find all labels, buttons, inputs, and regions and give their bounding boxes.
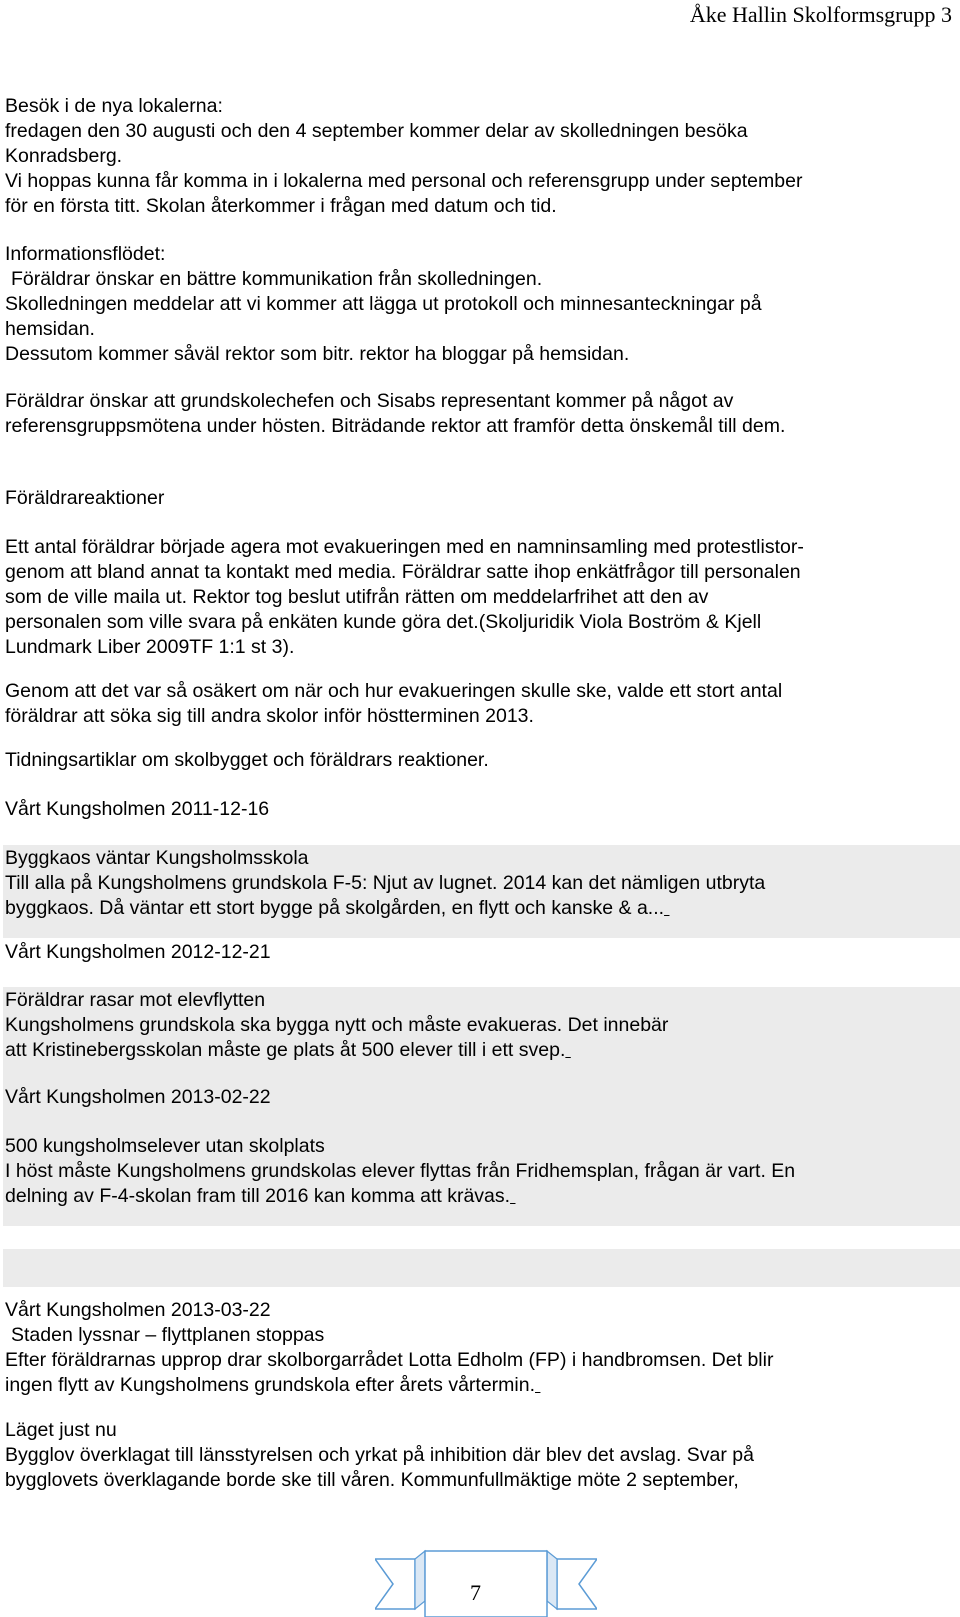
article-link[interactable] xyxy=(535,1374,540,1396)
reactions-paragraph-2 xyxy=(5,679,945,729)
info-heading: Informationsflödet: xyxy=(5,243,166,265)
page-header: Åke Hallin Skolformsgrupp 3 xyxy=(689,2,952,27)
article-link[interactable] xyxy=(565,1039,570,1061)
article-text[interactable]: byggkaos. Då väntar ett stort bygge på skolgården, en flytt och kanske & a... xyxy=(5,896,945,921)
article-text[interactable]: att Kristinebergsskolan måste ge plats åt 500 elever till i ett svep. xyxy=(5,1038,945,1063)
article-title: Byggkaos väntar Kungsholmsskola xyxy=(5,847,309,869)
article-text: Efter föräldrarnas upprop drar skolborgarrådet Lotta Edholm (FP) i handbromsen. Det blir xyxy=(5,1349,774,1371)
visit-section xyxy=(5,94,945,219)
visit-line: fredagen den 30 augusti och den 4 september kommer delar av skolledningen besöka xyxy=(5,120,748,142)
article-source: Vårt Kungsholmen 2013-02-22 xyxy=(5,1086,271,1108)
paragraph-line: personalen som ville svara på enkäten kunde göra det.(Skoljuridik Viola Boström & Kjell xyxy=(5,611,762,633)
info-line: Föräldrar önskar en bättre kommunikation från skolledningen. xyxy=(11,268,543,290)
article-text: Till alla på Kungsholmens grundskola F-5: Njut av lugnet. 2014 kan det nämligen utbryta xyxy=(5,872,766,894)
article-source: Vårt Kungsholmen 2012-12-21 xyxy=(5,941,271,963)
page-number-badge-icon xyxy=(375,1549,597,1617)
empty-shaded-row xyxy=(3,1249,960,1287)
article-text[interactable]: ingen flytt av Kungsholmens grundskola efter årets vårtermin. xyxy=(5,1373,945,1398)
article-1 xyxy=(5,846,945,921)
visit-line: Vi hoppas kunna får komma in i lokalerna med personal och referensgrupp under september xyxy=(5,170,803,192)
paragraph-line: Ett antal föräldrar började agera mot evakueringen med en namninsamling med protestlistor- xyxy=(5,536,804,558)
article-3 xyxy=(5,1134,945,1209)
reactions-paragraph-1 xyxy=(5,535,945,660)
article-text[interactable]: delning av F-4-skolan fram till 2016 kan komma att krävas. xyxy=(5,1184,945,1209)
page-number: 7 xyxy=(470,1580,481,1605)
article-link[interactable] xyxy=(510,1185,515,1207)
article-title: Staden lyssnar – flyttplanen stoppas xyxy=(11,1324,325,1346)
article-link[interactable] xyxy=(664,897,669,919)
visit-line: Konradsberg. xyxy=(5,145,123,167)
info-line: Skolledningen meddelar att vi kommer att lägga ut protokoll och minnesanteckningar på xyxy=(5,293,762,315)
paragraph-line: föräldrar att söka sig till andra skolor inför höstterminen 2013. xyxy=(5,705,534,727)
request-line: Föräldrar önskar att grundskolechefen och Sisabs representant kommer på något av xyxy=(5,390,734,412)
articles-intro: Tidningsartiklar om skolbygget och föräldrars reaktioner. xyxy=(5,749,489,771)
article-text: I höst måste Kungsholmens grundskolas elever flyttas från Fridhemsplan, frågan är vart. En xyxy=(5,1160,796,1182)
paragraph-line: som de ville maila ut. Rektor tog beslut utifrån rätten om meddelarfrihet att den av xyxy=(5,586,709,608)
paragraph-line: Lundmark Liber 2009TF 1:1 st 3). xyxy=(5,636,295,658)
visit-heading: Besök i de nya lokalerna: xyxy=(5,95,223,117)
info-line: Dessutom kommer såväl rektor som bitr. rektor ha bloggar på hemsidan. xyxy=(5,343,630,365)
info-line: hemsidan. xyxy=(5,318,95,340)
status-line: Bygglov överklagat till länsstyrelsen och yrkat på inhibition där blev det avslag. Svar på xyxy=(5,1444,754,1466)
info-section xyxy=(5,242,945,367)
paragraph-line: Genom att det var så osäkert om när och hur evakueringen skulle ske, valde ett stort antal xyxy=(5,680,783,702)
article-title: Föräldrar rasar mot elevflytten xyxy=(5,989,266,1011)
request-section xyxy=(5,389,945,439)
article-title: 500 kungsholmselever utan skolplats xyxy=(5,1135,325,1157)
article-source: Vårt Kungsholmen 2011-12-16 xyxy=(5,798,270,820)
reactions-heading: Föräldrareaktioner xyxy=(5,487,165,509)
article-source: Vårt Kungsholmen 2013-03-22 xyxy=(5,1299,271,1321)
paragraph-line: genom att bland annat ta kontakt med media. Föräldrar satte ihop enkätfrågor till personalen xyxy=(5,561,801,583)
status-line: bygglovets överklagande borde ske till våren. Kommunfullmäktige möte 2 september, xyxy=(5,1469,739,1491)
article-2 xyxy=(5,988,945,1063)
status-section xyxy=(5,1418,945,1493)
visit-line: för en första titt. Skolan återkommer i frågan med datum och tid. xyxy=(5,195,557,217)
article-4 xyxy=(5,1298,945,1398)
status-heading: Läget just nu xyxy=(5,1419,117,1441)
request-line: referensgruppsmötena under hösten. Biträdande rektor att framför detta önskemål till dem. xyxy=(5,415,786,437)
article-text: Kungsholmens grundskola ska bygga nytt och måste evakueras. Det innebär xyxy=(5,1014,669,1036)
